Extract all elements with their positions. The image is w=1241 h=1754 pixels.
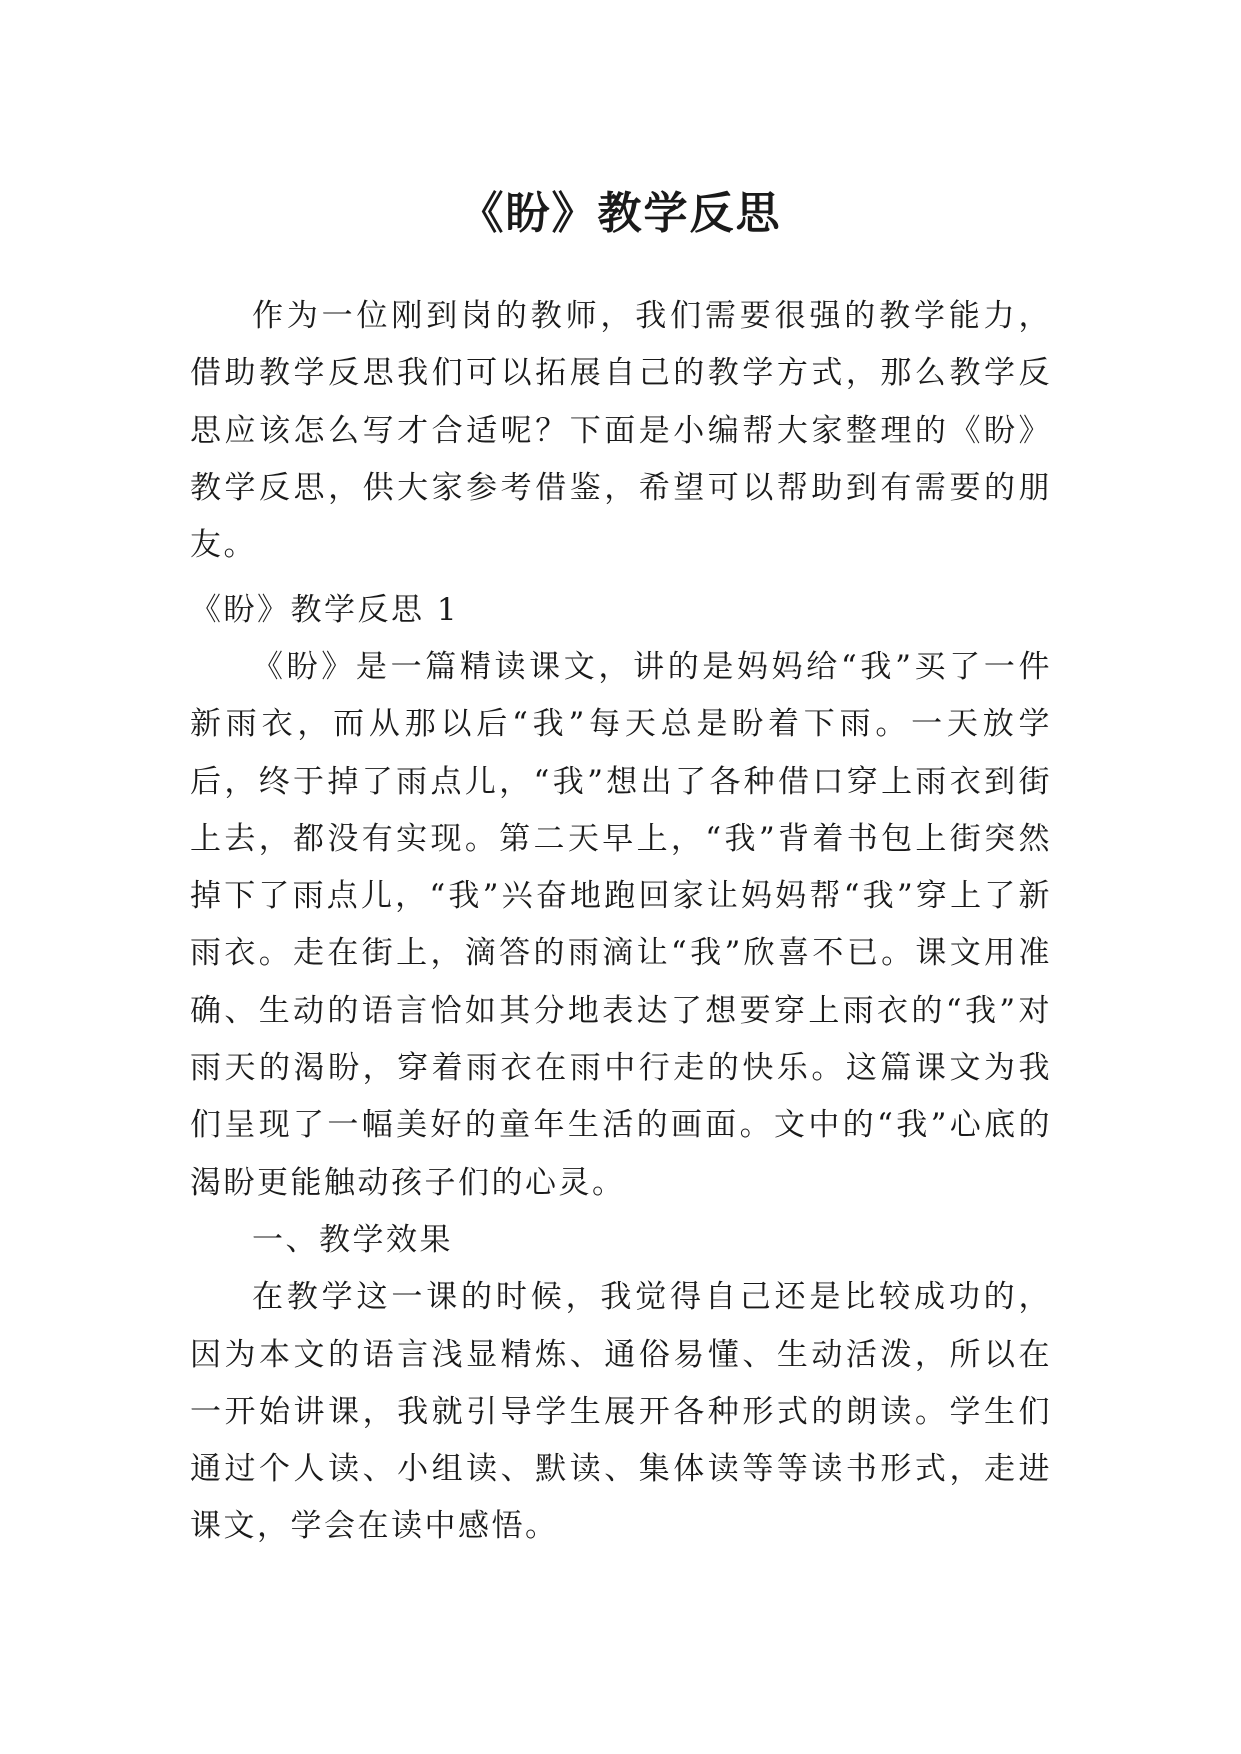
body-paragraph-1: 《盼》是一篇精读课文，讲的是妈妈给“我”买了一件新雨衣，而从那以后“我”每天总是盼着下雨。一天放学后，终于掉了雨点儿，“我”想出了各种借口穿上雨衣到街上去，都没有实现。第二天早上，“我”背着书包上街突然掉下了雨点儿，“我”兴奋地跑回家让妈妈帮“我”穿上了新雨衣。走在街上，滴答的雨滴让“我”欣喜不已。课文用准确、生动的语言恰如其分地表达了想要穿上雨衣的“我”对雨天的渴盼，穿着雨衣在雨中行走的快乐。这篇课文为我们呈现了一幅美好的童年生活的画面。文中的“我”心底的渴盼更能触动孩子们的心灵。: [190, 649, 1052, 1201]
body-paragraph-2: 在教学这一课的时候，我觉得自己还是比较成功的，因为本文的语言浅显精炼、通俗易懂、生动活泼，所以在一开始讲课，我就引导学生展开各种形式的朗读。学生们通过个人读、小组读、默读、集体读等等读书形式，走进课文，学会在读中感悟。: [190, 1279, 1052, 1545]
document-title: 《盼》教学反思: [459, 188, 782, 240]
main-body: [190, 639, 1052, 1556]
subheading-teaching-effect: 一、教学效果: [252, 1221, 453, 1258]
intro-paragraph: 作为一位刚到岗的教师，我们需要很强的教学能力，借助教学反思我们可以拓展自己的教学方式，那么教学反思应该怎么写才合适呢？下面是小编帮大家整理的《盼》教学反思，供大家参考借鉴，希望可以帮助到有需要的朋友。: [190, 298, 1052, 564]
section-heading: 《盼》教学反思 1: [190, 592, 460, 628]
intro-block: [190, 288, 1052, 574]
